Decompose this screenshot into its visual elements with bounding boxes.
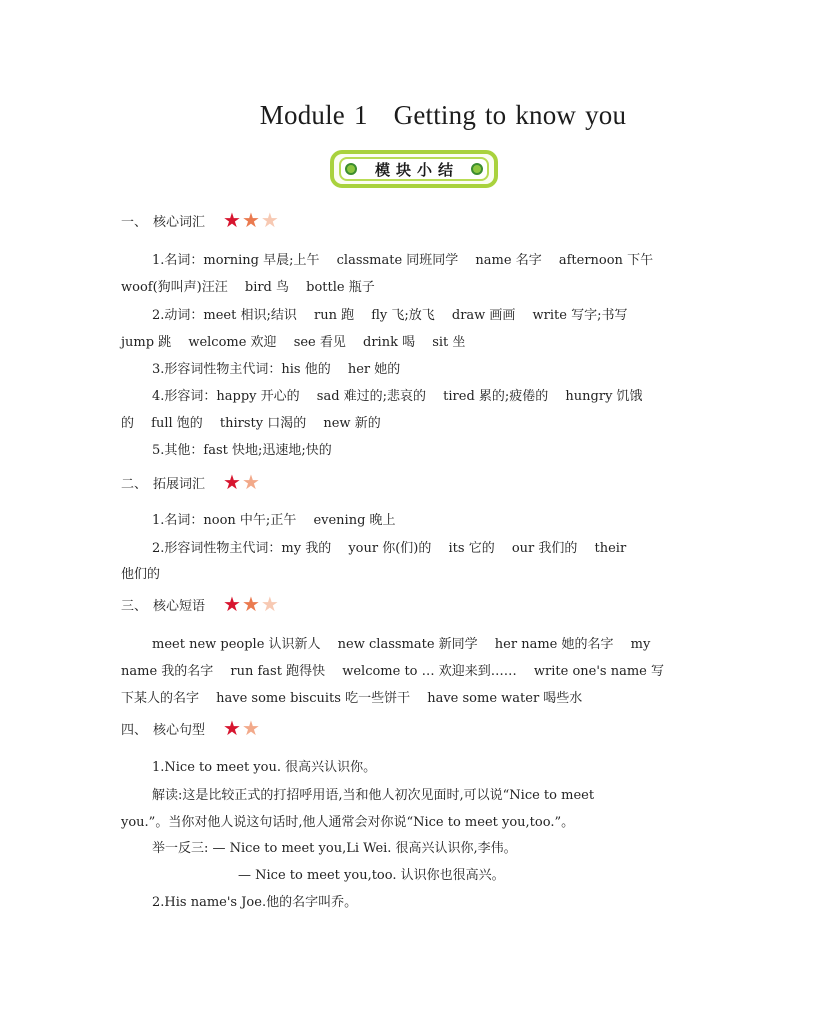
star-icon: ★ <box>223 208 241 232</box>
star-icon: ★ <box>241 470 260 494</box>
text-line: jump 跳 welcome 欢迎 see 看见 drink 喝 sit 坐 <box>121 335 466 350</box>
text-line: woof(狗叫声)汪汪 bird 鸟 bottle 瓶子 <box>121 280 375 295</box>
star-icon: ★ <box>241 716 260 740</box>
text-line: 2.His name's Joe.他的名字叫乔。 <box>152 895 358 910</box>
section-heading-core-sentences <box>121 718 261 738</box>
text-line: 他们的 <box>121 567 161 582</box>
text-line: 下某人的名字 have some biscuits 吃一些饼干 have some water 喝些水 <box>121 691 583 706</box>
section-heading-extended-vocabulary <box>121 472 261 492</box>
text-line: 1.名词：noon 中午;正午 evening 晚上 <box>152 513 396 528</box>
text-line: 1.名词：morning 早晨;上午 classmate 同班同学 name 名字 afternoon 下午 <box>152 253 654 268</box>
star-icon: ★ <box>241 208 260 232</box>
star-icon: ★ <box>223 592 241 616</box>
star-icon: ★ <box>241 592 260 616</box>
module-topic: Getting to know you <box>393 100 627 130</box>
section-number: 一、 <box>121 214 148 230</box>
text-line: name 我的名字 run fast 跑得快 welcome to … 欢迎来到…… write one's name 写 <box>121 664 665 679</box>
module-number: Module 1 <box>259 100 368 130</box>
text-line: 2.形容词性物主代词：my 我的 your 你(们)的 its 它的 our 我们的 their <box>152 541 627 556</box>
section-heading-core-vocabulary <box>121 210 280 230</box>
text-line: 5.其他：fast 快地;迅速地;快的 <box>152 443 332 458</box>
difficulty-stars <box>223 472 261 492</box>
difficulty-stars <box>223 210 280 230</box>
star-icon: ★ <box>260 208 279 232</box>
text-line: 3.形容词性物主代词：his 他的 her 她的 <box>152 362 401 377</box>
text-line: you.”。当你对他人说这句话时,他人通常会对你说“Nice to meet you,too.”。 <box>121 815 575 830</box>
text-line: 解读:这是比较正式的打招呼用语,当和他人初次见面时,可以说“Nice to meet <box>152 788 595 803</box>
difficulty-stars <box>223 718 261 738</box>
green-dot-icon <box>471 163 483 175</box>
page-title <box>0 100 832 131</box>
text-line: 举一反三: — Nice to meet you,Li Wei. 很高兴认识你,李伟。 <box>152 841 517 856</box>
section-title: 核心句型 <box>153 722 206 738</box>
section-number: 二、 <box>121 476 148 492</box>
text-line: — Nice to meet you,too. 认识你也很高兴。 <box>238 868 505 883</box>
text-line: meet new people 认识新人 new classmate 新同学 her name 她的名字 my <box>152 637 651 652</box>
section-title: 拓展词汇 <box>153 476 206 492</box>
section-number: 三、 <box>121 598 148 614</box>
star-icon: ★ <box>223 470 241 494</box>
badge-label: 模块小结 <box>374 160 459 179</box>
text-line: 1.Nice to meet you. 很高兴认识你。 <box>152 760 377 775</box>
section-heading-core-phrases <box>121 594 280 614</box>
section-title: 核心短语 <box>153 598 206 614</box>
section-number: 四、 <box>121 722 148 738</box>
text-line: 2.动词：meet 相识;结识 run 跑 fly 飞;放飞 draw 画画 write 写字;书写 <box>152 308 628 323</box>
star-icon: ★ <box>223 716 241 740</box>
module-summary-badge <box>330 150 498 188</box>
green-dot-icon <box>345 163 357 175</box>
star-icon: ★ <box>260 592 279 616</box>
text-line: 4.形容词：happy 开心的 sad 难过的;悲哀的 tired 累的;疲倦的 hungry 饥饿 <box>152 389 643 404</box>
section-title: 核心词汇 <box>153 214 206 230</box>
difficulty-stars <box>223 594 280 614</box>
text-line: 的 full 饱的 thirsty 口渴的 new 新的 <box>121 416 381 431</box>
